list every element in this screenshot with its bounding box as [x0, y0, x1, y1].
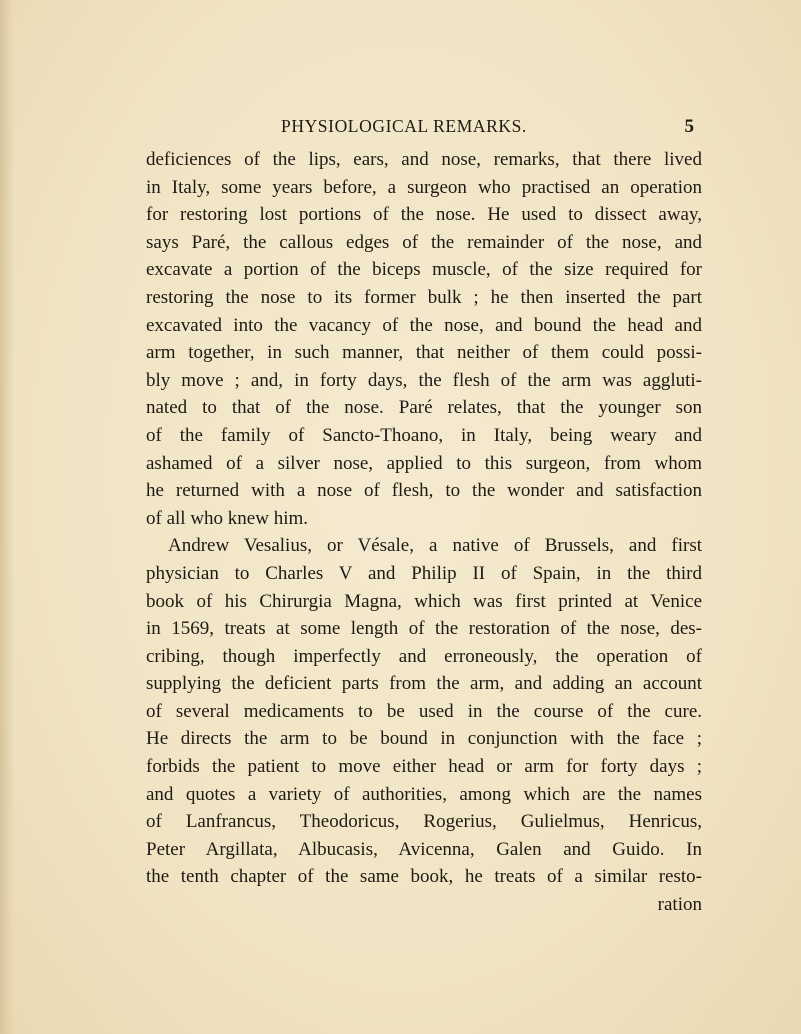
text-line: for restoring lost portions of the nose. He used to dissect away, [146, 204, 702, 226]
text-line: physician to Charles V and Philip II of Spain, in the third [146, 562, 702, 584]
text-line: bly move ; and, in forty days, the flesh of the arm was aggluti- [146, 369, 702, 391]
text-line: says Paré, the callous edges of the remainder of the nose, and [146, 231, 702, 253]
text-line: cribing, though imperfectly and erroneously, the operation of [146, 645, 702, 667]
text-line: nated to that of the nose. Paré relates, that the younger son [146, 397, 702, 419]
text-line: and quotes a variety of authorities, among which are the names [146, 783, 702, 805]
text-line: arm together, in such manner, that neither of them could possi- [146, 342, 702, 364]
running-title: PHYSIOLOGICAL REMARKS. [281, 116, 527, 136]
text-line: ashamed of a silver nose, applied to this surgeon, from whom [146, 452, 702, 474]
catchword: ration [657, 894, 702, 916]
text-line: in 1569, treats at some length of the restoration of the nose, des- [146, 618, 702, 640]
text-line: of all who knew him. [146, 507, 309, 529]
body-text [146, 146, 702, 919]
text-line: Andrew Vesalius, or Vésale, a native of Brussels, and first [168, 535, 702, 557]
text-line: book of his Chirurgia Magna, which was first printed at Venice [146, 590, 702, 612]
text-line: excavate a portion of the biceps muscle, of the size required for [146, 259, 702, 281]
text-line: of several medicaments to be used in the course of the cure. [146, 700, 702, 722]
text-line: deficiences of the lips, ears, and nose, remarks, that there lived [146, 149, 702, 170]
text-line: the tenth chapter of the same book, he treats of a similar resto- [146, 866, 702, 888]
text-line: of the family of Sancto-Thoano, in Italy, being weary and [146, 424, 702, 446]
text-line: He directs the arm to be bound in conjunction with the face ; [146, 728, 702, 750]
text-line: restoring the nose to its former bulk ; he then inserted the part [146, 286, 702, 308]
text-line: Peter Argillata, Albucasis, Avicenna, Galen and Guido. In [146, 838, 702, 860]
text-line: of Lanfrancus, Theodoricus, Rogerius, Gulielmus, Henricus, [146, 811, 702, 833]
text-line: excavated into the vacancy of the nose, and bound the head and [146, 314, 702, 336]
page-number: 5 [684, 116, 694, 137]
running-head [146, 116, 702, 140]
page-gutter-shadow [0, 0, 14, 1034]
text-line: he returned with a nose of flesh, to the wonder and satisfaction [146, 480, 702, 502]
text-line: forbids the patient to move either head or arm for forty days ; [146, 756, 702, 778]
text-line: in Italy, some years before, a surgeon who practised an operation [146, 176, 702, 198]
text-line: supplying the deficient parts from the arm, and adding an account [146, 673, 702, 695]
